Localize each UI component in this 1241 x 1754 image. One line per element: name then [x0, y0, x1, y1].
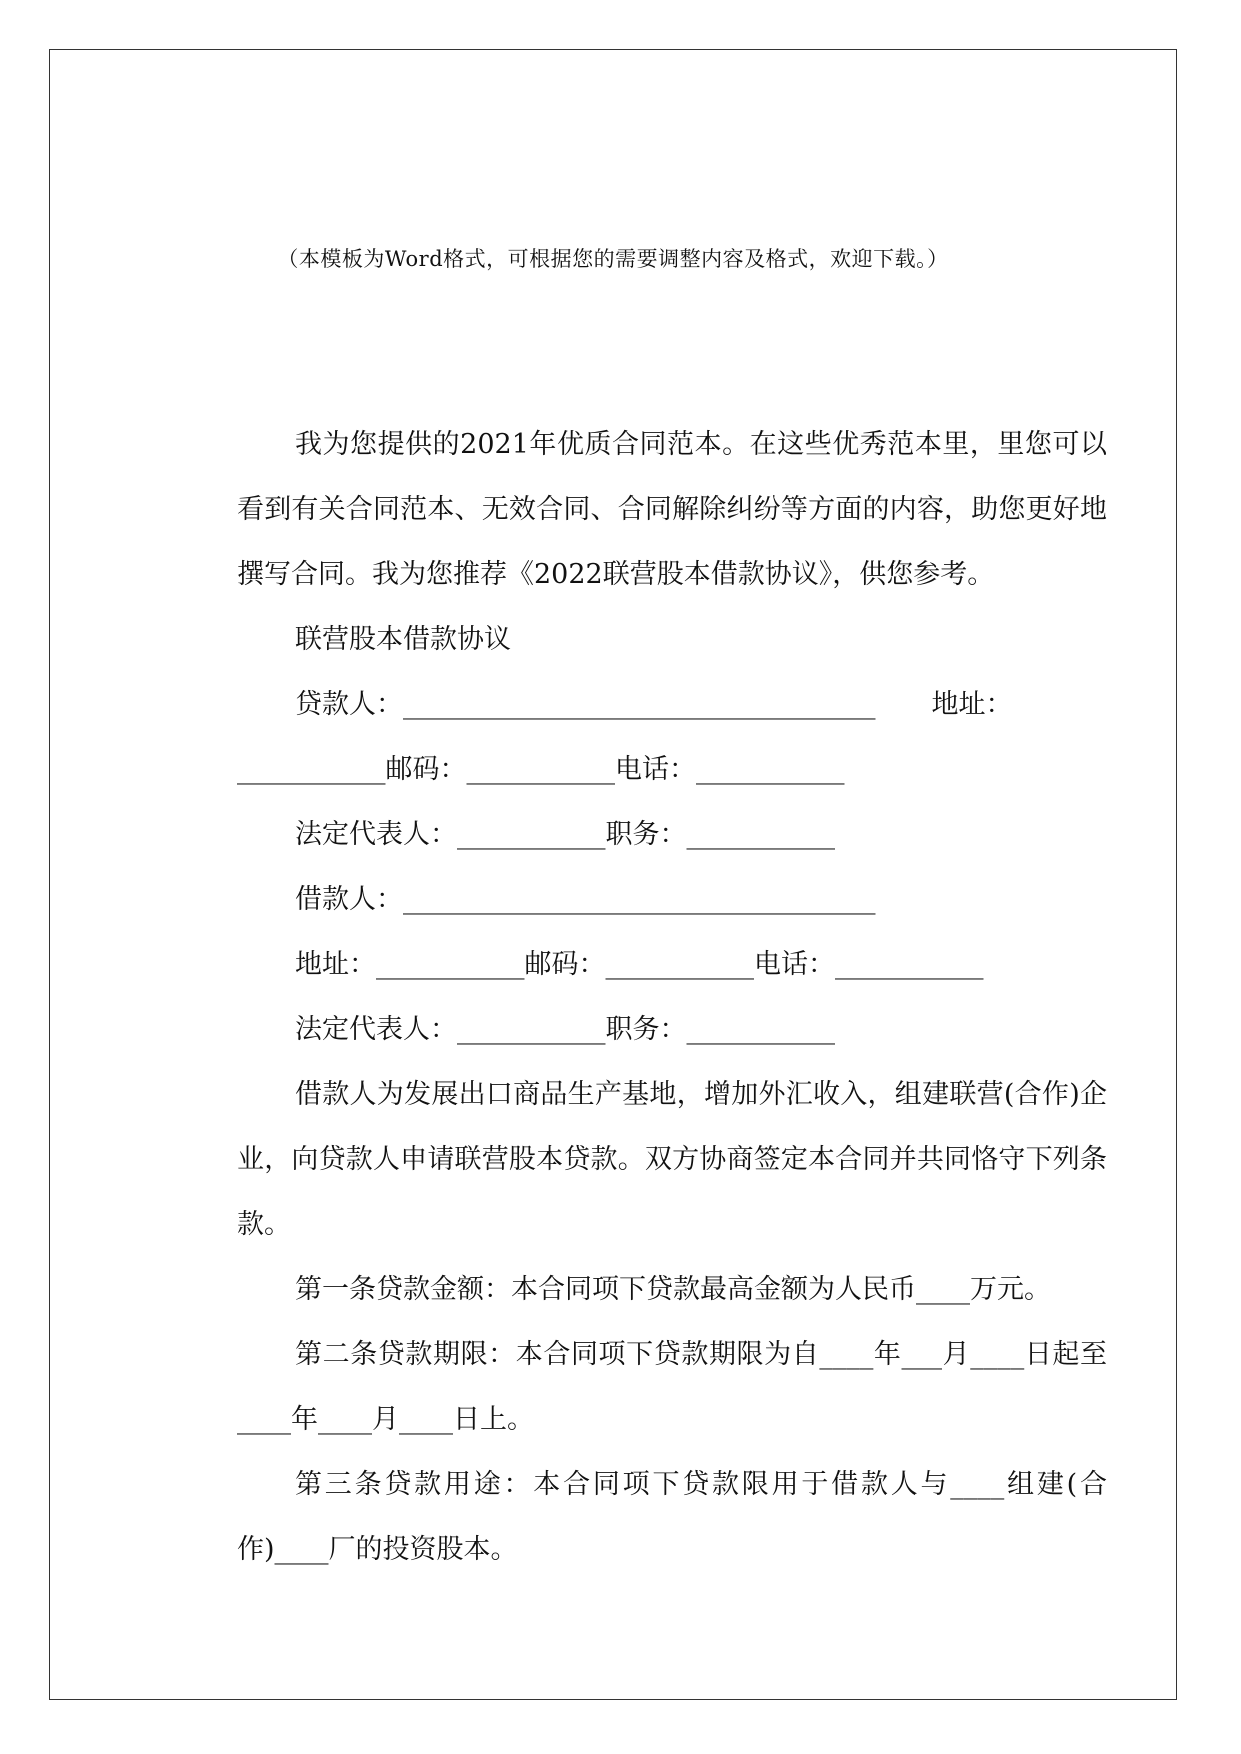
borrower-contact-line: 地址：___________邮码：___________电话：___________ [295, 949, 984, 980]
article-2: 第二条贷款期限：本合同项下贷款期限为自____年___月____日起至____年____月____日上。 [237, 1339, 1107, 1435]
purpose-paragraph: 借款人为发展出口商品生产基地，增加外汇收入，组建联营(合作)企业，向贷款人申请联营股本贷款。双方协商签定本合同并共同恪守下列条款。 [237, 1079, 1107, 1240]
page-frame [49, 49, 1177, 1700]
lender-contact-line: ___________邮码：___________电话：___________ [237, 754, 845, 785]
intro-paragraph: 我为您提供的2021年优质合同范本。在这些优秀范本里，里您可以看到有关合同范本、无效合同、合同解除纠纷等方面的内容，助您更好地撰写合同。我为您推荐《2022联营股本借款协议》，供您参考。 [237, 429, 1107, 590]
lender-field: 贷款人：___________________________________ [295, 689, 876, 720]
document-body [237, 412, 1107, 1582]
article-3: 第三条贷款用途：本合同项下贷款限用于借款人与____组建(合作)____厂的投资股本。 [237, 1469, 1107, 1565]
lender-line [237, 672, 1107, 737]
borrower-representative-line: 法定代表人：___________职务：___________ [295, 1014, 835, 1045]
lender-representative-line: 法定代表人：___________职务：___________ [295, 819, 835, 850]
borrower-line: 借款人：___________________________________ [295, 884, 876, 915]
template-notice: （本模板为Word格式，可根据您的需要调整内容及格式，欢迎下载。） [277, 247, 949, 271]
lender-address-label: 地址： [931, 689, 1013, 720]
article-1: 第一条贷款金额：本合同项下贷款最高金额为人民币____万元。 [295, 1274, 1051, 1305]
agreement-title: 联营股本借款协议 [295, 624, 511, 655]
